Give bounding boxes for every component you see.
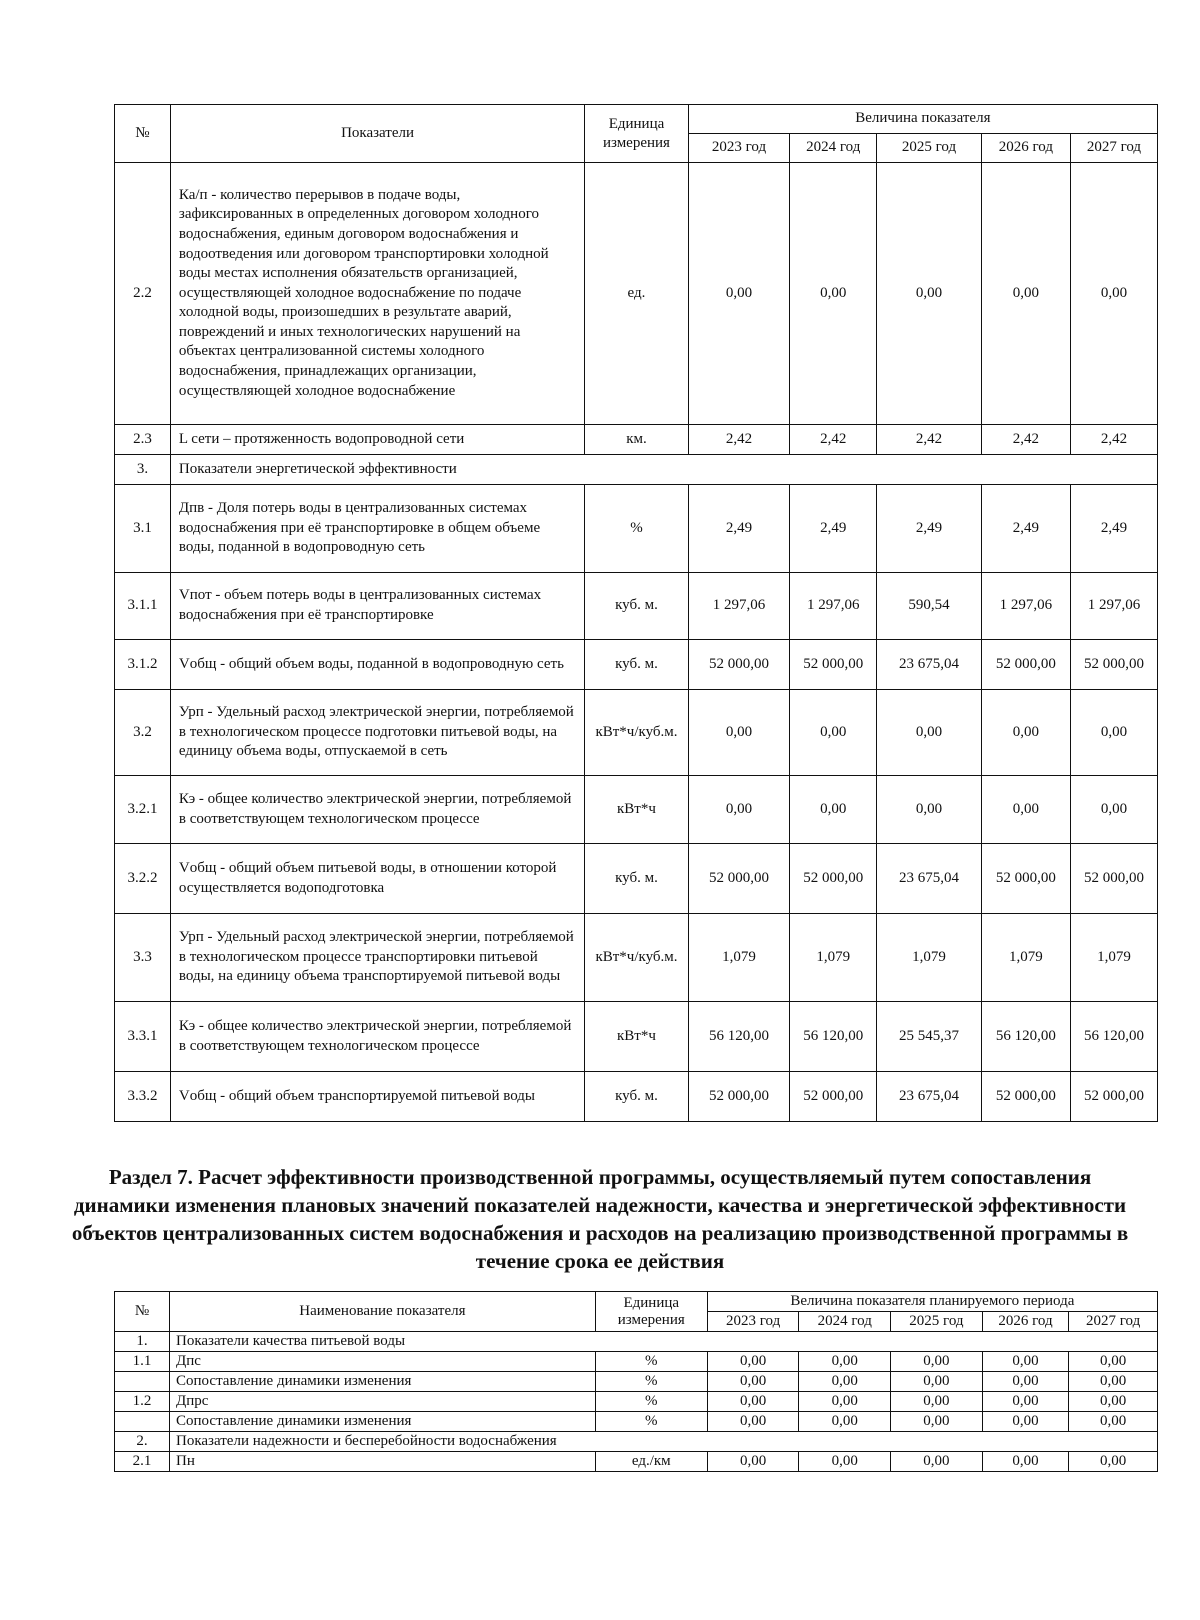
row-value: 0,00 — [707, 1372, 799, 1392]
row-number: 3.1.1 — [115, 573, 171, 640]
row-value: 52 000,00 — [1070, 844, 1157, 914]
row-value: 2,42 — [688, 425, 789, 455]
row-value: 56 120,00 — [688, 1002, 789, 1072]
row-unit: куб. м. — [585, 573, 689, 640]
row-value: 1,079 — [790, 914, 877, 1002]
row-indicator: Дпв - Доля потерь воды в централизованных системах водоснабжения при её транспортировке в общем объеме воды, поданной в водопроводную сеть — [170, 485, 584, 573]
row-indicator: Дпрс — [170, 1392, 596, 1412]
row-value: 2,42 — [1070, 425, 1157, 455]
row-indicator: Сопоставление динамики изменения — [170, 1412, 596, 1432]
row-value: 0,00 — [981, 163, 1070, 425]
header-year: 2027 год — [1070, 134, 1157, 163]
row-value: 52 000,00 — [688, 844, 789, 914]
row-unit: % — [595, 1372, 707, 1392]
header-value-group: Величина показателя планируемого периода — [707, 1292, 1157, 1312]
row-value: 52 000,00 — [1070, 1072, 1157, 1122]
table-row — [115, 485, 1158, 573]
table-row — [115, 640, 1158, 690]
row-value: 2,49 — [790, 485, 877, 573]
row-value: 0,00 — [891, 1392, 983, 1412]
section-title: Показатели энергетической эффективности — [170, 455, 1157, 485]
row-unit: ед./км — [595, 1452, 707, 1472]
row-value: 52 000,00 — [688, 640, 789, 690]
row-value: 2,49 — [1070, 485, 1157, 573]
header-value-group: Величина показателя — [688, 105, 1157, 134]
row-value: 0,00 — [891, 1372, 983, 1392]
row-value: 0,00 — [982, 1412, 1069, 1432]
row-value: 0,00 — [799, 1372, 891, 1392]
header-indicator: Наименование показателя — [170, 1292, 596, 1332]
row-value: 52 000,00 — [790, 640, 877, 690]
table-row — [115, 1452, 1158, 1472]
row-value: 0,00 — [707, 1412, 799, 1432]
row-value: 2,49 — [981, 485, 1070, 573]
row-number: 2. — [115, 1432, 170, 1452]
row-indicator: Сопоставление динамики изменения — [170, 1372, 596, 1392]
row-value: 56 120,00 — [790, 1002, 877, 1072]
row-value: 0,00 — [1069, 1352, 1158, 1372]
table-row — [115, 1352, 1158, 1372]
row-number: 2.2 — [115, 163, 171, 425]
row-number: 3.2.2 — [115, 844, 171, 914]
row-number: 1.1 — [115, 1352, 170, 1372]
row-value: 0,00 — [981, 690, 1070, 776]
header-year: 2023 год — [688, 134, 789, 163]
row-number — [115, 1412, 170, 1432]
row-value: 0,00 — [982, 1452, 1069, 1472]
row-value: 52 000,00 — [1070, 640, 1157, 690]
row-number: 3.1.2 — [115, 640, 171, 690]
row-value: 0,00 — [981, 776, 1070, 844]
row-value: 0,00 — [982, 1392, 1069, 1412]
row-value: 23 675,04 — [877, 844, 982, 914]
row-value: 52 000,00 — [688, 1072, 789, 1122]
row-value: 1 297,06 — [688, 573, 789, 640]
header-year: 2026 год — [982, 1312, 1069, 1332]
row-unit: куб. м. — [585, 1072, 689, 1122]
row-value: 52 000,00 — [981, 844, 1070, 914]
table-row — [115, 1072, 1158, 1122]
row-value: 0,00 — [1070, 690, 1157, 776]
row-indicator: Vобщ - общий объем воды, поданной в водопроводную сеть — [170, 640, 584, 690]
header-year: 2024 год — [799, 1312, 891, 1332]
row-unit: куб. м. — [585, 640, 689, 690]
section-heading: Раздел 7. Расчет эффективности производственной программы, осуществляемый путем сопоставления динамики изменения плановых значений показателей надежности, качества и энергетической эффективности объектов централизованных систем водоснабжения и расходов на реализацию производственной программы в течение срока ее действия — [71, 1165, 1129, 1273]
row-value: 0,00 — [891, 1452, 983, 1472]
row-number: 3.3.2 — [115, 1072, 171, 1122]
row-value: 0,00 — [1069, 1372, 1158, 1392]
row-unit: кВт*ч/куб.м. — [585, 914, 689, 1002]
efficiency-table — [114, 1291, 1158, 1472]
table-row — [115, 776, 1158, 844]
row-value: 0,00 — [688, 690, 789, 776]
section-row — [115, 1332, 1158, 1352]
header-year: 2023 год — [707, 1312, 799, 1332]
header-year: 2027 год — [1069, 1312, 1158, 1332]
section-title: Показатели надежности и бесперебойности водоснабжения — [170, 1432, 1158, 1452]
row-value: 52 000,00 — [981, 1072, 1070, 1122]
row-indicator: Дпс — [170, 1352, 596, 1372]
row-number — [115, 1372, 170, 1392]
header-number: № — [115, 1292, 170, 1332]
row-value: 0,00 — [799, 1392, 891, 1412]
row-indicator: L сети – протяженность водопроводной сети — [170, 425, 584, 455]
row-number: 3.3.1 — [115, 1002, 171, 1072]
row-number: 3.1 — [115, 485, 171, 573]
row-value: 1,079 — [688, 914, 789, 1002]
row-value: 25 545,37 — [877, 1002, 982, 1072]
header-year: 2025 год — [877, 134, 982, 163]
row-indicator: Урп - Удельный расход электрической энергии, потребляемой в технологическом процессе транспортировки питьевой воды, на единицу объема транспортируемой питьевой воды — [170, 914, 584, 1002]
row-value: 0,00 — [891, 1412, 983, 1432]
row-value: 0,00 — [688, 776, 789, 844]
row-value: 2,42 — [877, 425, 982, 455]
row-unit: км. — [585, 425, 689, 455]
row-number: 2.1 — [115, 1452, 170, 1472]
row-number: 3.3 — [115, 914, 171, 1002]
indicators-table — [114, 104, 1158, 1122]
row-value: 56 120,00 — [1070, 1002, 1157, 1072]
row-unit: кВт*ч/куб.м. — [585, 690, 689, 776]
row-indicator: Кэ - общее количество электрической энергии, потребляемой в соответствующем технологическом процессе — [170, 776, 584, 844]
row-unit: % — [595, 1392, 707, 1412]
row-value: 1 297,06 — [981, 573, 1070, 640]
section-title: Показатели качества питьевой воды — [170, 1332, 1158, 1352]
row-indicator: Vобщ - общий объем питьевой воды, в отношении которой осуществляется водоподготовка — [170, 844, 584, 914]
row-value: 0,00 — [1070, 776, 1157, 844]
row-value: 0,00 — [877, 690, 982, 776]
row-value: 23 675,04 — [877, 640, 982, 690]
row-value: 0,00 — [982, 1372, 1069, 1392]
row-value: 52 000,00 — [790, 1072, 877, 1122]
row-indicator: Vпот - объем потерь воды в централизованных системах водоснабжения при её транспортировке — [170, 573, 584, 640]
row-value: 0,00 — [1069, 1392, 1158, 1412]
row-number: 3.2.1 — [115, 776, 171, 844]
row-value: 0,00 — [1069, 1412, 1158, 1432]
row-value: 0,00 — [877, 163, 982, 425]
row-unit: % — [595, 1412, 707, 1432]
table-row — [115, 690, 1158, 776]
row-value: 0,00 — [877, 776, 982, 844]
row-value: 2,42 — [981, 425, 1070, 455]
row-indicator: Пн — [170, 1452, 596, 1472]
row-value: 1 297,06 — [1070, 573, 1157, 640]
row-value: 0,00 — [891, 1352, 983, 1372]
row-indicator: Урп - Удельный расход электрической энергии, потребляемой в технологическом процессе подготовки питьевой воды, на единицу объема воды, отпускаемой в сеть — [170, 690, 584, 776]
row-value: 0,00 — [790, 163, 877, 425]
row-value: 0,00 — [799, 1412, 891, 1432]
row-value: 1,079 — [1070, 914, 1157, 1002]
row-value: 0,00 — [799, 1452, 891, 1472]
row-value: 0,00 — [790, 690, 877, 776]
row-value: 52 000,00 — [790, 844, 877, 914]
row-value: 0,00 — [982, 1352, 1069, 1372]
row-indicator: Vобщ - общий объем транспортируемой питьевой воды — [170, 1072, 584, 1122]
row-value: 1 297,06 — [790, 573, 877, 640]
table-row — [115, 1372, 1158, 1392]
row-number: 3.2 — [115, 690, 171, 776]
row-number: 2.3 — [115, 425, 171, 455]
table-row — [115, 163, 1158, 425]
row-value: 0,00 — [1069, 1452, 1158, 1472]
row-unit: куб. м. — [585, 844, 689, 914]
row-value: 0,00 — [790, 776, 877, 844]
row-value: 1,079 — [981, 914, 1070, 1002]
row-unit: кВт*ч — [585, 776, 689, 844]
row-value: 0,00 — [707, 1352, 799, 1372]
row-unit: % — [595, 1352, 707, 1372]
row-value: 1,079 — [877, 914, 982, 1002]
table-row — [115, 1412, 1158, 1432]
row-unit: ед. — [585, 163, 689, 425]
section-row — [115, 1432, 1158, 1452]
table-row — [115, 914, 1158, 1002]
row-indicator: Кэ - общее количество электрической энергии, потребляемой в соответствующем технологическом процессе — [170, 1002, 584, 1072]
header-year: 2025 год — [891, 1312, 983, 1332]
row-value: 0,00 — [1070, 163, 1157, 425]
row-value: 0,00 — [707, 1392, 799, 1412]
row-indicator: Ка/п - количество перерывов в подаче воды, зафиксированных в определенных договором холодного водоснабжения, единым договором водоснабжения и водоотведения или договором транспортировки холодной воды местах исполнения обязательств организацией, осуществляющей холодное водоснабжение по подаче холодной воды, произошедших в результате аварий, повреждений и иных технологических нарушений на объектах централизованной системы холодного водоснабжения, принадлежащих организации, осуществляющей холодное водоснабжение — [170, 163, 584, 425]
header-unit: Единица измерения — [595, 1292, 707, 1332]
header-number: № — [115, 105, 171, 163]
table-row — [115, 1392, 1158, 1412]
row-number: 3. — [115, 455, 171, 485]
row-value: 0,00 — [799, 1352, 891, 1372]
header-indicator: Показатели — [170, 105, 584, 163]
header-year: 2024 год — [790, 134, 877, 163]
table-row — [115, 425, 1158, 455]
row-value: 23 675,04 — [877, 1072, 982, 1122]
row-value: 2,42 — [790, 425, 877, 455]
table-row — [115, 573, 1158, 640]
table-row — [115, 1002, 1158, 1072]
row-unit: % — [585, 485, 689, 573]
row-value: 2,49 — [877, 485, 982, 573]
row-number: 1. — [115, 1332, 170, 1352]
row-value: 2,49 — [688, 485, 789, 573]
header-unit: Единица измерения — [585, 105, 689, 163]
section-row — [115, 455, 1158, 485]
row-number: 1.2 — [115, 1392, 170, 1412]
table-row — [115, 844, 1158, 914]
row-value: 590,54 — [877, 573, 982, 640]
row-value: 0,00 — [707, 1452, 799, 1472]
row-value: 52 000,00 — [981, 640, 1070, 690]
row-value: 0,00 — [688, 163, 789, 425]
row-value: 56 120,00 — [981, 1002, 1070, 1072]
header-year: 2026 год — [981, 134, 1070, 163]
row-unit: кВт*ч — [585, 1002, 689, 1072]
